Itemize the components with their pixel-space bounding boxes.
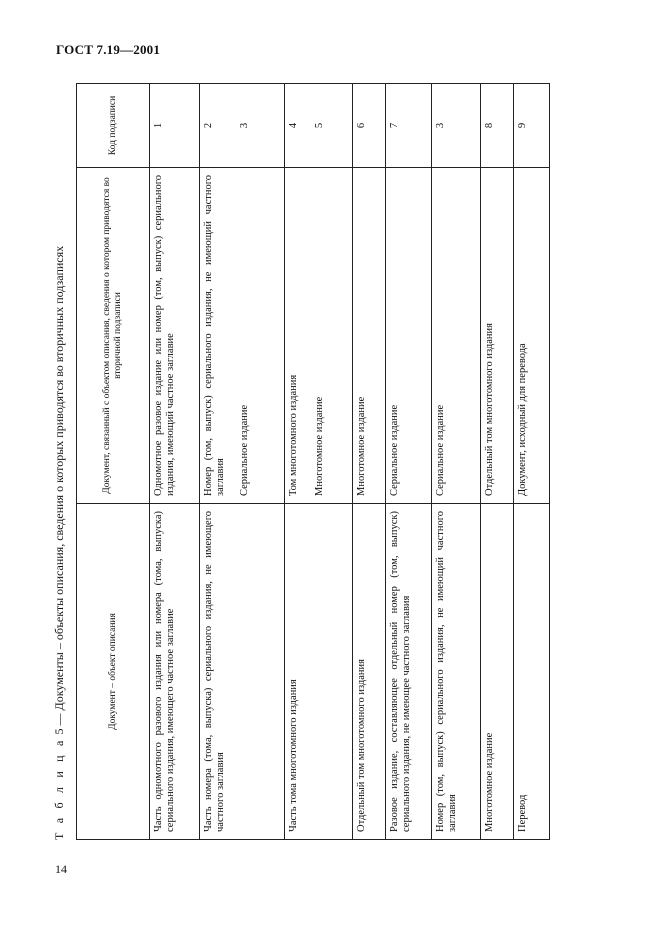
cell-code (353, 84, 386, 168)
table-caption (52, 84, 76, 840)
related-entry: Отдельный том многотомного издания (484, 322, 495, 496)
cell-code (481, 84, 514, 168)
cell-related (353, 168, 386, 504)
cell-code (432, 84, 481, 168)
code-entry: 7 (389, 122, 400, 129)
cell-object: Номер (том, выпуск) сериального издания, не имеющий частного заглавия (432, 504, 481, 840)
related-entry: Многотомное издание (356, 396, 367, 496)
code-entry: 1 (153, 122, 164, 129)
cell-object: Часть тома многотомного издания (285, 504, 353, 840)
code-entry: 6 (356, 122, 367, 129)
cell-code (386, 84, 432, 168)
cell-related (386, 168, 432, 504)
table-row (386, 84, 432, 840)
table-row (514, 84, 550, 840)
table-row (432, 84, 481, 840)
cell-code (285, 84, 353, 168)
cell-related (514, 168, 550, 504)
cell-code (514, 84, 550, 168)
code-entry: 3 (239, 122, 250, 129)
related-entry: Одномотное разовое издание или номер (том, выпуск) сериального издания, имеющий частное заглавие (153, 175, 176, 496)
cell-related (150, 168, 200, 504)
code-entry: 9 (517, 122, 528, 129)
page-number: 14 (55, 862, 67, 876)
related-entry: Документ, исходный для перевода (517, 343, 528, 496)
cell-related (481, 168, 514, 504)
cell-related (200, 168, 285, 504)
related-entry: Сериальное издание (239, 404, 250, 496)
cell-code (200, 84, 285, 168)
cell-object: Часть одномотного разового издания или номера (тома, выпуска) сериального издания, имеющего частное заглавие (150, 504, 200, 840)
column-header-code: Код подзаписи (77, 84, 150, 168)
cell-related (432, 168, 481, 504)
table-row (481, 84, 514, 840)
related-entry: Сериальное издание (389, 404, 400, 496)
related-entry: Том многотомного издания (288, 374, 299, 496)
cell-object: Многотомное издание (481, 504, 514, 840)
table-row (150, 84, 200, 840)
related-entry: Многотомное издание (314, 396, 325, 496)
cell-object: Отдельный том многотомного издания (353, 504, 386, 840)
objects-table (76, 83, 550, 840)
table-header-row (77, 84, 150, 840)
code-entry: 4 (288, 122, 299, 129)
code-entry: 8 (484, 122, 495, 129)
cell-code (150, 84, 200, 168)
cell-object: Перевод (514, 504, 550, 840)
code-entry: 2 (203, 122, 214, 129)
rotated-table-block (52, 84, 608, 840)
caption-text: 5 — Документы – объекты описания, сведения о которых приводятся во вторичных подзаписях (52, 245, 66, 738)
cell-object: Часть номера (тома, выпуска) сериального издания, не имеющего частного заглавия (200, 504, 285, 840)
column-header-related: Документ, связанный с объектом описания, сведения о котором приводятся во вторичной подзаписи (77, 168, 150, 504)
table-row (353, 84, 386, 840)
code-entry: 3 (435, 122, 446, 129)
column-header-object: Документ – объект описания (77, 504, 150, 840)
code-entry: 5 (314, 122, 325, 129)
caption-label: Т а б л и ц а (52, 737, 66, 840)
related-entry: Сериальное издание (435, 404, 446, 496)
table-row (285, 84, 353, 840)
related-entry: Номер (том, выпуск) сериального издания, не имеющий частного заглавия (203, 175, 226, 496)
table-row (200, 84, 285, 840)
cell-related (285, 168, 353, 504)
cell-object: Разовое издание, составляющее отдельный номер (том, выпуск) сериального издания, не имеющее частного заглавия (386, 504, 432, 840)
standard-header: ГОСТ 7.19—2001 (56, 42, 161, 57)
